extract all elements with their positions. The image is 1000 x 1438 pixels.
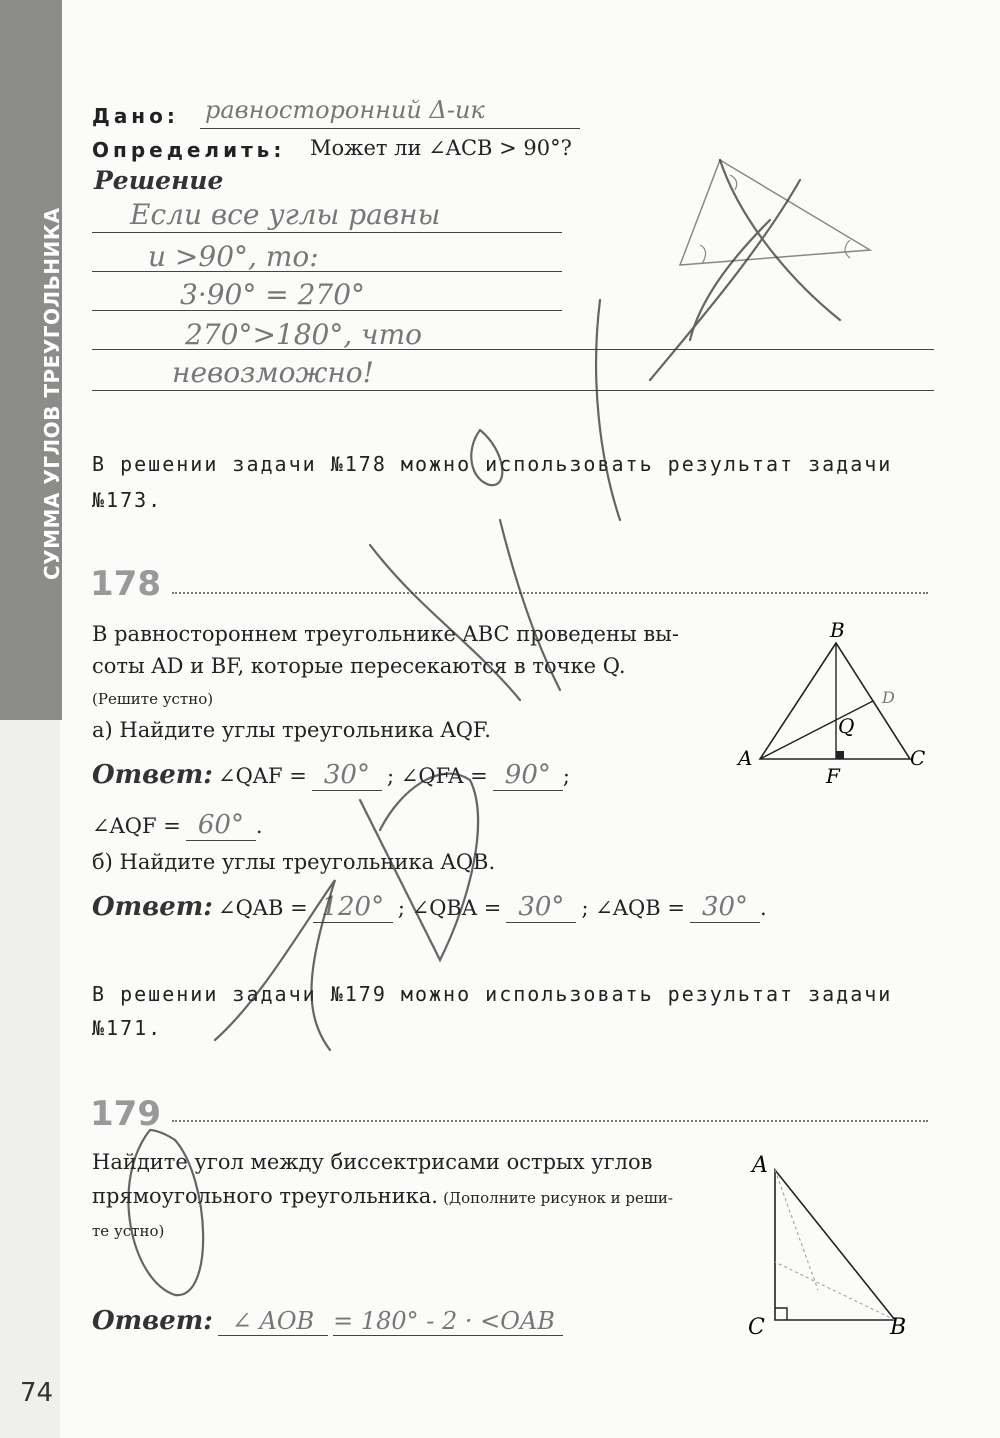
determine-text: Может ли ∠ACB > 90°? (310, 136, 572, 160)
task-179-text-1: Найдите угол между биссектрисами острых углов (92, 1150, 653, 1174)
ruled-line (92, 390, 934, 391)
task-number-179: 179 (90, 1094, 161, 1134)
answer-angle: ∠ AOB (218, 1307, 328, 1336)
hint-178-line-2: №173. (92, 488, 163, 512)
angle-qaf-value: 30° (312, 760, 382, 791)
task-179-text-2-row (92, 1184, 673, 1208)
answer-179-row (92, 1306, 563, 1336)
equilateral-triangle-figure (730, 615, 940, 795)
label-c: C (910, 746, 926, 770)
given-handwritten: равносторонний Δ-ик (205, 96, 485, 124)
label-a: A (752, 1153, 768, 1178)
angle-qfa-label: ; ∠QFA = (387, 764, 488, 788)
answer-label: Ответ: (92, 1306, 213, 1336)
given-line (200, 128, 580, 129)
angle-aqb-value: 30° (690, 892, 760, 923)
solution-label: Решение (94, 166, 224, 195)
answer-a-row-2: ∠AQF = 60° . (92, 810, 263, 840)
label-d: D (882, 688, 895, 707)
label-c: C (748, 1315, 765, 1340)
answer-a-row-1: Ответ: ∠QAF = 30° ; ∠QFA = 90° ; (92, 760, 570, 790)
task-178-note: (Решите устно) (92, 690, 214, 708)
page-number: 74 (20, 1378, 54, 1408)
angle-aqf-value: 60° (186, 810, 256, 841)
solution-line-1: Если все углы равны (130, 198, 441, 231)
angle-qba-label: ; ∠QBA = (397, 896, 502, 920)
solution-line-3: 3·90° = 270° (180, 278, 366, 311)
ruled-line (92, 271, 562, 272)
label-b: B (890, 1315, 907, 1340)
hint-178-line-1: В решении задачи №178 можно использовать результат задачи (92, 452, 893, 476)
ruled-line (92, 232, 562, 233)
given-label: Дано: (92, 104, 179, 128)
hint-179-line-1: В решении задачи №179 можно использовать результат задачи (92, 982, 893, 1006)
task-178-text-2: соты AD и BF, которые пересекаются в точке Q. (92, 654, 626, 678)
task-178-text-1: В равностороннем треугольнике ABC проведены вы- (92, 622, 679, 646)
task-178-part-b: б) Найдите углы треугольника AQB. (92, 850, 496, 874)
sketch-triangle (660, 150, 890, 280)
solution-line-2: и >90°, то: (148, 240, 319, 273)
solution-line-5: невозможно! (172, 356, 374, 389)
answer-label: Ответ: (92, 892, 213, 922)
triangle-acb (775, 1170, 895, 1320)
task-179-note-1: (Дополните рисунок и реши- (443, 1189, 673, 1207)
task-178-part-a: а) Найдите углы треугольника AQF. (92, 718, 491, 742)
chapter-title: СУММА УГЛОВ ТРЕУГОЛЬНИКА (40, 207, 64, 580)
ruled-line (92, 349, 934, 350)
answer-label: Ответ: (92, 760, 213, 790)
angle-qba-value: 30° (506, 892, 576, 923)
right-triangle-figure (740, 1150, 940, 1340)
bisector-b (775, 1262, 895, 1320)
task-179-note-2: те устно) (92, 1222, 165, 1240)
determine-label: Определить: (92, 138, 286, 162)
angle-qab-value: 120° (313, 892, 393, 923)
label-a: A (738, 746, 753, 770)
right-angle-mark (775, 1308, 787, 1320)
answer-value: = 180° - 2 · <OAB (333, 1307, 563, 1336)
task-divider (172, 1120, 928, 1122)
angle-qfa-value: 90° (493, 760, 563, 791)
label-q: Q (838, 714, 855, 738)
angle-qaf-label: ∠QAF = (217, 764, 307, 788)
angle-qab-label: ∠QAB = (217, 896, 308, 920)
angle-aqf-label: ∠AQF = (92, 814, 181, 838)
task-number-178: 178 (90, 564, 161, 604)
right-angle-mark (836, 751, 844, 759)
hint-179-line-2: №171. (92, 1016, 163, 1040)
label-b: B (830, 618, 845, 642)
ruled-line (92, 310, 562, 311)
answer-b-row: Ответ: ∠QAB = 120° ; ∠QBA = 30° ; ∠AQB = 30° . (92, 892, 767, 922)
altitude-ad (760, 701, 873, 759)
task-divider (172, 592, 928, 594)
solution-line-4: 270°>180°, что (185, 318, 422, 351)
angle-aqb-label: ; ∠AQB = (581, 896, 685, 920)
label-f: F (826, 764, 840, 788)
task-179-text-2: прямоугольного треугольника. (92, 1184, 438, 1208)
